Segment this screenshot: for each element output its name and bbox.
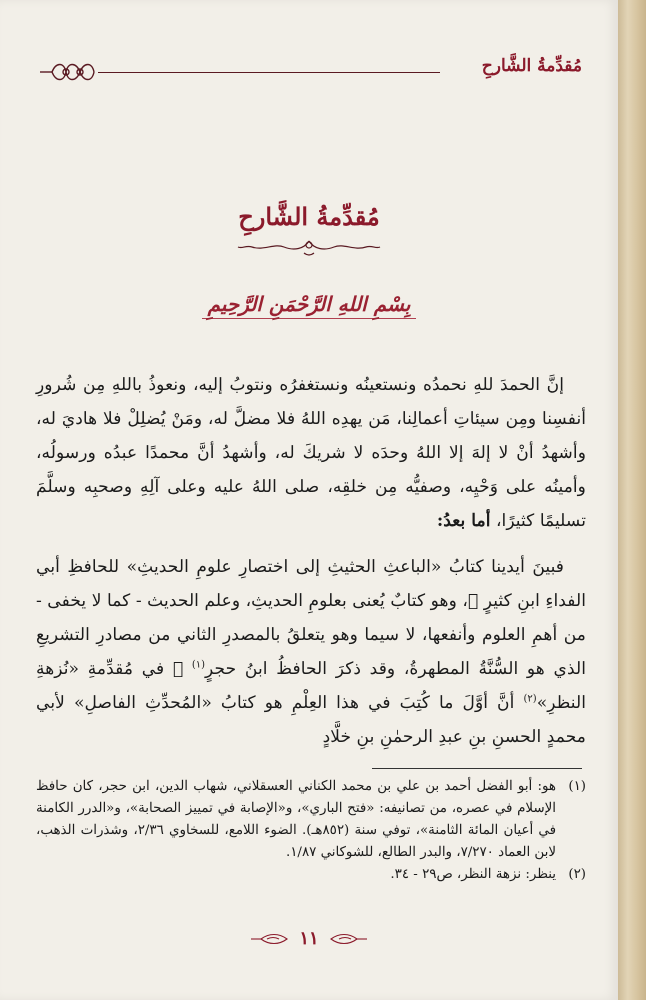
paragraph-2-text-a: فبينَ أيدينا كتابُ «الباعثِ الحثيثِ إلى اختصارِ علومِ الحديثِ» للحافظِ أبي الفداءِ ابنِ كثيرٍ ﷫، وهو كتابٌ يُعنى بعلومِ الحديثِ، وعلم الحديث - كما لا يخفى - من أهمِ العلوم وأنفعها، لا سيما وهو يتعلقُ بالمصدرِ الثاني من مصادرِ التشريعِ الذي هو السُّنَّةُ المطهرةُ، وقد ذكرَ الحافظُ ابنُ حجرٍ (36, 557, 586, 679)
knot-ornament-icon (38, 60, 96, 86)
leaf-ornament-left-icon (329, 931, 369, 947)
chapter-heading (0, 202, 618, 259)
page-number-block (0, 928, 618, 951)
footnote-number: (٢) (568, 867, 586, 882)
header-rule (98, 72, 440, 73)
paragraph-2-text-b: ﷫ في مُقدِّمةِ «نُزهةِ النظرِ» (36, 659, 586, 713)
page-number: ١١ (299, 928, 319, 949)
footnote-text: ينظر: نزهة النظر، ص٢٩ - ٣٤. (390, 867, 556, 882)
footnote-number: (١) (568, 779, 586, 794)
footnote-separator (372, 768, 582, 769)
paragraph-2-text-c: أنَّ أوَّلَ ما كُتِبَ في هذا العِلْمِ هو كتابُ «المُحدِّثِ الفاصلِ» لأبي محمدٍ الحسنِ بنِ عبدِ الرحمٰنِ بنِ خلَّادٍ (36, 693, 586, 747)
flourish-ornament-icon (234, 237, 384, 259)
basmala-calligraphy (0, 292, 618, 319)
paragraph-1-text: إنَّ الحمدَ للهِ نحمدُه ونستعينُه ونستغفرُه ونتوبُ إليه، ونعوذُ باللهِ مِن شُرورِ أنفسِنا ومِن سيئاتِ أعمالِنا، مَن يهدِه اللهُ فلا مضلَّ له، ومَنْ يُضلِلْ فلا هاديَ له، وأشهدُ أنْ لا إلهَ إلا اللهُ وحدَه لا شريكَ له، وأشهدُ أنَّ محمدًا عبدُه ورسولُه، وأمينُه على وَحْيِه، وصفيُّه مِن خلقِه، صلى اللهُ عليه وعلى آلِهِ وصحبِه وسلَّمَ تسليمًا كثيرًا، (36, 375, 586, 531)
running-title: مُقدِّمةُ الشَّارحِ (481, 56, 582, 76)
basmala-text: بِسْمِ اللهِ الرَّحْمَنِ الرَّحِيمِ (202, 292, 417, 319)
page-edges (618, 0, 646, 1000)
footnote-text: هو: أبو الفضل أحمد بن علي بن محمد الكناني العسقلاني، شهاب الدين، ابن حجر، كان حافظ الإسلام في عصره، من تصانيفه: «فتح الباري»، و«الإصابة في تمييز الصحابة»، و«الدرر الكامنة في أعيان المائة الثامنة»، توفي سنة (٨٥٢هـ). الضوء اللامع، للسخاوي ٢/٣٦، وشذرات الذهب، لابن العماد ٧/٢٧٠، والبدر الطالع، للشوكاني ١/٨٧. (36, 779, 556, 860)
paragraph-1 (36, 368, 586, 538)
chapter-title: مُقدِّمةُ الشَّارحِ (238, 202, 380, 231)
footnote-1 (36, 776, 586, 864)
paragraph-2 (36, 550, 586, 754)
footnote-2 (36, 864, 586, 886)
footnote-ref-1[interactable]: (١) (191, 659, 206, 671)
footnotes (36, 776, 586, 886)
running-header (38, 56, 590, 96)
leaf-ornament-right-icon (249, 931, 289, 947)
amma-badu: أما بعدُ: (436, 511, 491, 531)
footnote-ref-2[interactable]: (٢) (523, 693, 537, 705)
